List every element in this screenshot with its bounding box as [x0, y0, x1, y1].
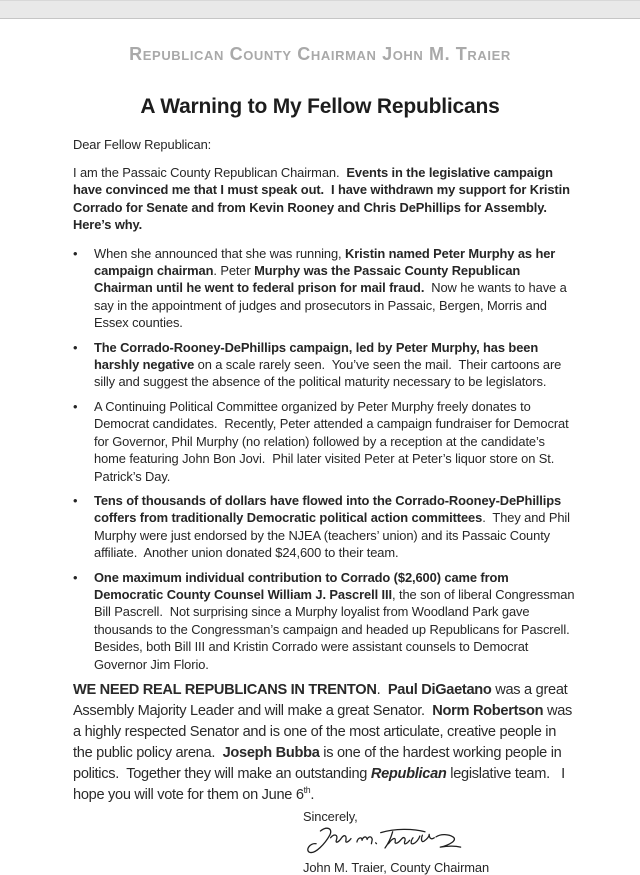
- bullet-text: One maximum individual contribution to Corrado ($2,600) came from Democratic County Counsel William J. Pascrell III, the son of liberal Congressman Bill Pascrell. Not surprising since a Murphy loyalist from Woodland Park gave thousands to the Congressman’s campaign and headed up Republicans for Pascrell. Besides, both Bill III and Kristin Corrado were assistant counsels to Democrat Governor Jim Florio.: [94, 569, 578, 672]
- signature-script: [289, 825, 481, 859]
- bullet-marker-icon: •: [73, 398, 78, 414]
- scan-top-bar: [0, 0, 640, 19]
- bullet-item: [73, 398, 578, 485]
- intro-paragraph: I am the Passaic County Republican Chairman. Events in the legislative campaign have convinced me that I must speak out. I have withdrawn my support for Kristin Corrado for Senate and from Kevin Rooney and Chris DePhillips for Assembly. Here’s why.: [73, 165, 574, 233]
- bullet-item: [73, 245, 578, 332]
- bullet-marker-icon: •: [73, 245, 78, 261]
- bullet-text: A Continuing Political Committee organized by Peter Murphy freely donates to Democrat candidates. Recently, Peter attended a campaign fundraiser for Democrat for Governor, Phil Murphy (no relation) followed by a reception at the candidate’s home featuring John Bon Jovi. Phil later visited Peter at Peter’s liquor store on St. Patrick’s Day.: [94, 398, 573, 484]
- bullet-list: [73, 245, 578, 673]
- bullet-text: When she announced that she was running, Kristin named Peter Murphy as her campaign chairman. Peter Murphy was the Passaic County Republican Chairman until he went to federal prison for mail fraud. Now he wants to have a say in the appointment of judges and prosecutors in Passaic, Bergen, Morris and Essex counties.: [94, 245, 571, 331]
- letterhead-title: Republican County Chairman John M. Traier: [129, 44, 511, 64]
- signed-name: John M. Traier, County Chairman: [303, 859, 490, 875]
- salutation: Dear Fellow Republican:: [73, 137, 212, 152]
- closing-paragraph: WE NEED REAL REPUBLICANS IN TRENTON. Paul DiGaetano was a great Assembly Majority Leader and will make a great Senator. Norm Robertson was a highly respected Senator and is one of the most articulate, creative people in the public policy arena. Joseph Bubba is one of the hardest working people in politics. Together they will make an outstanding Republican legislative team. I hope you will vote for them on June 6th.: [73, 681, 576, 803]
- signature-block: [303, 809, 578, 875]
- page-title: A Warning to My Fellow Republicans: [140, 95, 500, 118]
- bullet-item: [73, 492, 578, 562]
- letter-body: [73, 137, 578, 875]
- bullet-marker-icon: •: [73, 569, 78, 585]
- bullet-text: Tens of thousands of dollars have flowed into the Corrado-Rooney-DePhillips coffers from traditionally Democratic political action committees. They and Phil Murphy were just endorsed by the NJEA (teachers’ union) and its Passaic County affiliate. Another union donated $24,600 to their team.: [94, 492, 574, 561]
- bullet-item: [73, 569, 578, 673]
- complimentary-close: Sincerely,: [303, 808, 358, 824]
- bullet-item: [73, 339, 578, 391]
- bullet-marker-icon: •: [73, 492, 78, 508]
- bullet-marker-icon: •: [73, 339, 78, 355]
- bullet-text: The Corrado-Rooney-DePhillips campaign, led by Peter Murphy, has been harshly negative on a scale rarely seen. You’ve seen the mail. Their cartoons are silly and suggest the absence of the political maturity necessary to be legislators.: [94, 339, 565, 390]
